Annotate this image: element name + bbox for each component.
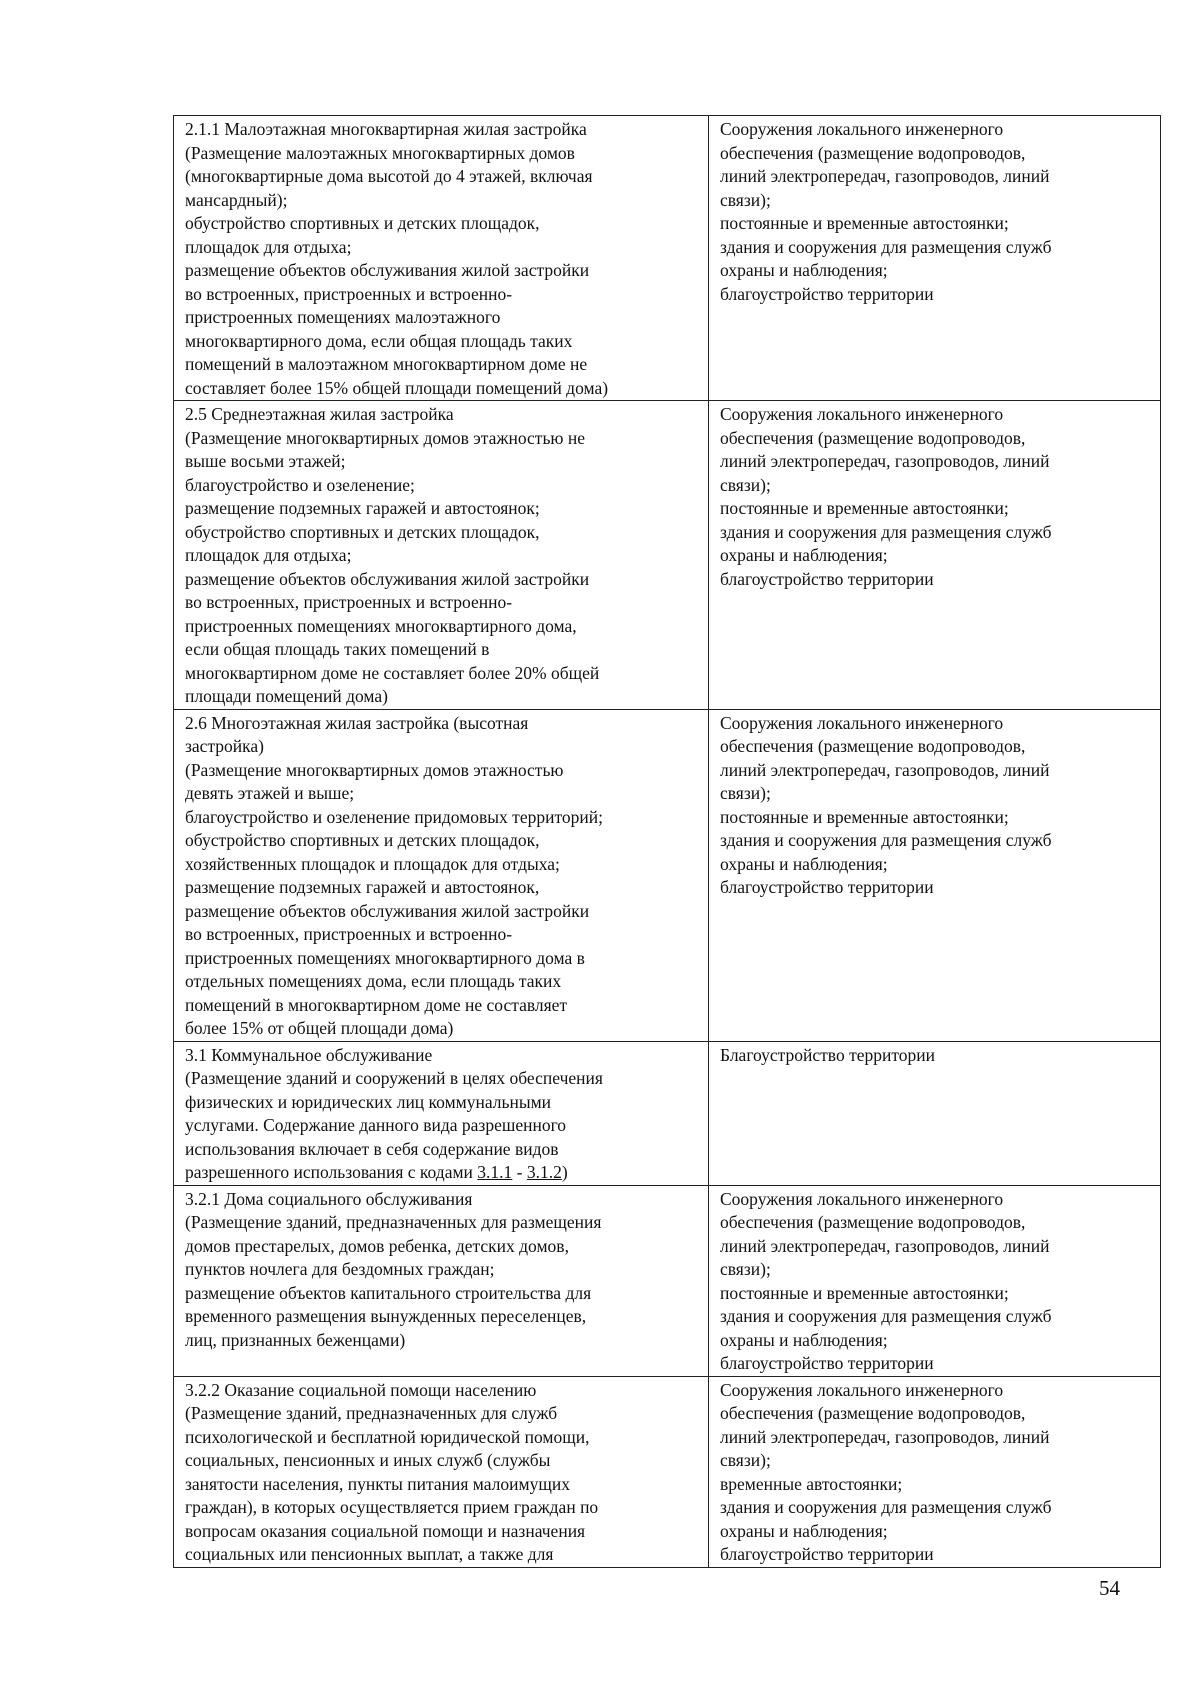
auxiliary-use-line: охраны и наблюдения; bbox=[720, 1329, 888, 1350]
land-use-type-title: 3.2.1 Дома социального обслуживания bbox=[185, 1188, 473, 1209]
auxiliary-use-line: обеспечения (размещение водопроводов, bbox=[720, 1212, 1026, 1232]
land-use-table-body bbox=[174, 116, 1161, 1568]
land-use-type-line: мансардный); bbox=[185, 189, 288, 210]
land-use-type-line: (Размещение многоквартирных домов этажностью bbox=[185, 759, 564, 780]
auxiliary-use-line: Сооружения локального инженерного bbox=[720, 1188, 1004, 1209]
land-use-type-line: помещений в малоэтажном многоквартирном доме не bbox=[185, 354, 588, 374]
auxiliary-use-line: линий электропередач, газопроводов, линий bbox=[720, 166, 1050, 186]
land-use-type-line: (Размещение зданий, предназначенных для служб bbox=[185, 1403, 558, 1423]
land-use-type-line bbox=[185, 1161, 699, 1185]
auxiliary-use-line: постоянные и временные автостоянки; bbox=[720, 213, 1009, 233]
auxiliary-use-line: благоустройство территории bbox=[720, 283, 934, 304]
land-use-type-line: размещение подземных гаражей и автостоянок, bbox=[185, 877, 540, 897]
auxiliary-use-line: связи); bbox=[720, 1450, 771, 1470]
land-use-type-cell bbox=[174, 1185, 709, 1376]
land-use-type-title: 3.2.2 Оказание социальной помощи населению bbox=[185, 1379, 537, 1400]
land-use-type-line: пунктов ночлега для бездомных граждан; bbox=[185, 1259, 495, 1279]
land-use-type-line: благоустройство и озеленение; bbox=[185, 474, 415, 495]
land-use-type-line: во встроенных, пристроенных и встроенно- bbox=[185, 592, 513, 612]
auxiliary-use-line: постоянные и временные автостоянки; bbox=[720, 498, 1009, 518]
land-use-type-line: пристроенных помещениях многоквартирного дома, bbox=[185, 615, 577, 636]
land-use-type-line: (Размещение зданий, предназначенных для размещения bbox=[185, 1212, 602, 1232]
land-use-type-line: размещение объектов обслуживания жилой застройки bbox=[185, 900, 590, 921]
auxiliary-use-cell bbox=[709, 1376, 1161, 1567]
land-use-type-line: более 15% от общей площади дома) bbox=[185, 1018, 454, 1038]
table-row bbox=[174, 1041, 1161, 1185]
land-use-type-title: 2.1.1 Малоэтажная многоквартирная жилая застройка bbox=[185, 119, 587, 139]
text-fragment: - bbox=[512, 1162, 527, 1182]
land-use-type-line: размещение объектов обслуживания жилой застройки bbox=[185, 568, 590, 589]
land-use-table bbox=[173, 115, 1161, 1568]
land-use-type-line: занятости населения, пункты питания малоимущих bbox=[185, 1473, 570, 1494]
text-fragment: разрешенного использования с кодами bbox=[185, 1162, 478, 1182]
land-use-type-cell bbox=[174, 116, 709, 401]
auxiliary-use-line: Сооружения локального инженерного bbox=[720, 119, 1004, 139]
land-use-type-line: площадок для отдыха; bbox=[185, 236, 352, 257]
auxiliary-use-cell bbox=[709, 116, 1161, 401]
land-use-type-line: размещение объектов капитального строительства для bbox=[185, 1282, 592, 1303]
auxiliary-use-line: охраны и наблюдения; bbox=[720, 853, 888, 874]
land-use-type-title: 3.1 Коммунальное обслуживание bbox=[185, 1044, 433, 1065]
auxiliary-use-line: охраны и наблюдения; bbox=[720, 545, 888, 565]
land-use-type-title: 2.6 Многоэтажная жилая застройка (высотная bbox=[185, 712, 529, 733]
auxiliary-use-line: здания и сооружения для размещения служб bbox=[720, 236, 1052, 257]
code-link-3-1-2[interactable]: 3.1.2 bbox=[526, 1162, 562, 1182]
land-use-type-line: социальных, пенсионных и иных служб (службы bbox=[185, 1450, 551, 1470]
auxiliary-use-line: постоянные и временные автостоянки; bbox=[720, 806, 1009, 827]
land-use-type-line: хозяйственных площадок и площадок для отдыха; bbox=[185, 853, 560, 874]
auxiliary-use-cell bbox=[709, 709, 1161, 1041]
auxiliary-use-line: благоустройство территории bbox=[720, 568, 934, 589]
auxiliary-use-line: обеспечения (размещение водопроводов, bbox=[720, 142, 1026, 163]
auxiliary-use-cell bbox=[709, 1041, 1161, 1185]
land-use-type-line: вопросам оказания социальной помощи и назначения bbox=[185, 1520, 586, 1541]
text-fragment: ) bbox=[561, 1162, 568, 1182]
auxiliary-use-line: постоянные и временные автостоянки; bbox=[720, 1282, 1009, 1303]
table-row bbox=[174, 116, 1161, 401]
land-use-type-line: физических и юридических лиц коммунальными bbox=[185, 1091, 552, 1112]
land-use-type-line: домов престарелых, домов ребенка, детских домов, bbox=[185, 1235, 569, 1256]
land-use-type-line: (многоквартирные дома высотой до 4 этажей, включая bbox=[185, 166, 593, 186]
land-use-type-line: использования включает в себя содержание видов bbox=[185, 1138, 559, 1159]
auxiliary-use-line: обеспечения (размещение водопроводов, bbox=[720, 736, 1026, 756]
land-use-type-line: пристроенных помещениях малоэтажного bbox=[185, 307, 501, 327]
auxiliary-use-line: связи); bbox=[720, 189, 771, 210]
land-use-type-line: социальных или пенсионных выплат, а также для bbox=[185, 1544, 554, 1564]
auxiliary-use-line: обеспечения (размещение водопроводов, bbox=[720, 427, 1026, 448]
land-use-type-cell bbox=[174, 1376, 709, 1567]
auxiliary-use-line: линий электропередач, газопроводов, линий bbox=[720, 1426, 1050, 1447]
land-use-type-line: девять этажей и выше; bbox=[185, 783, 355, 803]
auxiliary-use-line: связи); bbox=[720, 474, 771, 495]
auxiliary-use-line: здания и сооружения для размещения служб bbox=[720, 521, 1052, 542]
auxiliary-use-line: здания и сооружения для размещения служб bbox=[720, 1497, 1052, 1517]
auxiliary-use-line: охраны и наблюдения; bbox=[720, 260, 888, 280]
auxiliary-use-line: временные автостоянки; bbox=[720, 1473, 903, 1494]
auxiliary-use-line: благоустройство территории bbox=[720, 1353, 934, 1373]
auxiliary-use-line: Сооружения локального инженерного bbox=[720, 1379, 1004, 1400]
land-use-type-cell bbox=[174, 1041, 709, 1185]
land-use-type-line: размещение объектов обслуживания жилой застройки bbox=[185, 260, 590, 280]
auxiliary-use-line: Сооружения локального инженерного bbox=[720, 404, 1004, 424]
land-use-type-line: обустройство спортивных и детских площадок, bbox=[185, 521, 540, 542]
land-use-type-line: лиц, признанных беженцами) bbox=[185, 1329, 406, 1350]
auxiliary-use-cell bbox=[709, 1185, 1161, 1376]
table-row bbox=[174, 709, 1161, 1041]
land-use-type-line: обустройство спортивных и детских площадок, bbox=[185, 213, 540, 233]
land-use-type-cell bbox=[174, 401, 709, 710]
table-row bbox=[174, 1185, 1161, 1376]
auxiliary-use-line: здания и сооружения для размещения служб bbox=[720, 830, 1052, 850]
land-use-type-line: временного размещения вынужденных переселенцев, bbox=[185, 1306, 587, 1326]
land-use-type-line: (Размещение малоэтажных многоквартирных домов bbox=[185, 142, 575, 163]
auxiliary-use-line: здания и сооружения для размещения служб bbox=[720, 1306, 1052, 1326]
land-use-type-line: (Размещение зданий и сооружений в целях обеспечения bbox=[185, 1068, 603, 1088]
auxiliary-use-line: связи); bbox=[720, 783, 771, 803]
land-use-type-line: обустройство спортивных и детских площадок, bbox=[185, 830, 540, 850]
auxiliary-use-cell bbox=[709, 401, 1161, 710]
land-use-type-line: услугами. Содержание данного вида разрешенного bbox=[185, 1115, 567, 1135]
auxiliary-use-line: линий электропередач, газопроводов, линий bbox=[720, 1235, 1050, 1256]
auxiliary-use-line: связи); bbox=[720, 1259, 771, 1279]
land-use-type-line: отдельных помещениях дома, если площадь таких bbox=[185, 971, 562, 991]
land-use-type-line: во встроенных, пристроенных и встроенно- bbox=[185, 924, 513, 944]
auxiliary-use-line: Благоустройство территории bbox=[720, 1044, 935, 1065]
land-use-type-line: многоквартирного дома, если общая площадь таких bbox=[185, 330, 573, 351]
page-number: 54 bbox=[1099, 1576, 1120, 1600]
land-use-type-line: если общая площадь таких помещений в bbox=[185, 639, 490, 659]
land-use-type-line: выше восьми этажей; bbox=[185, 451, 346, 471]
land-use-type-line: (Размещение многоквартирных домов этажностью не bbox=[185, 427, 586, 448]
land-use-type-line: граждан), в которых осуществляется прием граждан по bbox=[185, 1497, 599, 1517]
auxiliary-use-line: линий электропередач, газопроводов, линий bbox=[720, 451, 1050, 471]
land-use-type-line: благоустройство и озеленение придомовых территорий; bbox=[185, 806, 603, 827]
land-use-type-line: помещений в многоквартирном доме не составляет bbox=[185, 994, 568, 1015]
auxiliary-use-line: линий электропередач, газопроводов, линий bbox=[720, 759, 1050, 780]
land-use-type-title: 2.5 Среднеэтажная жилая застройка bbox=[185, 404, 454, 424]
land-use-type-line: психологической и бесплатной юридической помощи, bbox=[185, 1426, 590, 1447]
land-use-type-line: составляет более 15% общей площади помещений дома) bbox=[185, 377, 609, 398]
land-use-type-line: пристроенных помещениях многоквартирного дома в bbox=[185, 947, 585, 968]
land-use-type-line: многоквартирном доме не составляет более 20% общей bbox=[185, 662, 600, 683]
table-row bbox=[174, 1376, 1161, 1567]
code-link-3-1-1[interactable]: 3.1.1 bbox=[477, 1162, 513, 1182]
auxiliary-use-line: обеспечения (размещение водопроводов, bbox=[720, 1403, 1026, 1423]
land-use-type-line: площадок для отдыха; bbox=[185, 545, 352, 565]
land-use-type-line: размещение подземных гаражей и автостоянок; bbox=[185, 498, 540, 518]
auxiliary-use-line: Сооружения локального инженерного bbox=[720, 712, 1004, 733]
auxiliary-use-line: благоустройство территории bbox=[720, 877, 934, 897]
auxiliary-use-line: охраны и наблюдения; bbox=[720, 1520, 888, 1541]
land-use-type-line: площади помещений дома) bbox=[185, 686, 388, 706]
land-use-type-line: застройка) bbox=[185, 736, 265, 756]
land-use-type-cell bbox=[174, 709, 709, 1041]
table-row bbox=[174, 401, 1161, 710]
auxiliary-use-line: благоустройство территории bbox=[720, 1544, 934, 1564]
land-use-type-line: во встроенных, пристроенных и встроенно- bbox=[185, 283, 513, 304]
